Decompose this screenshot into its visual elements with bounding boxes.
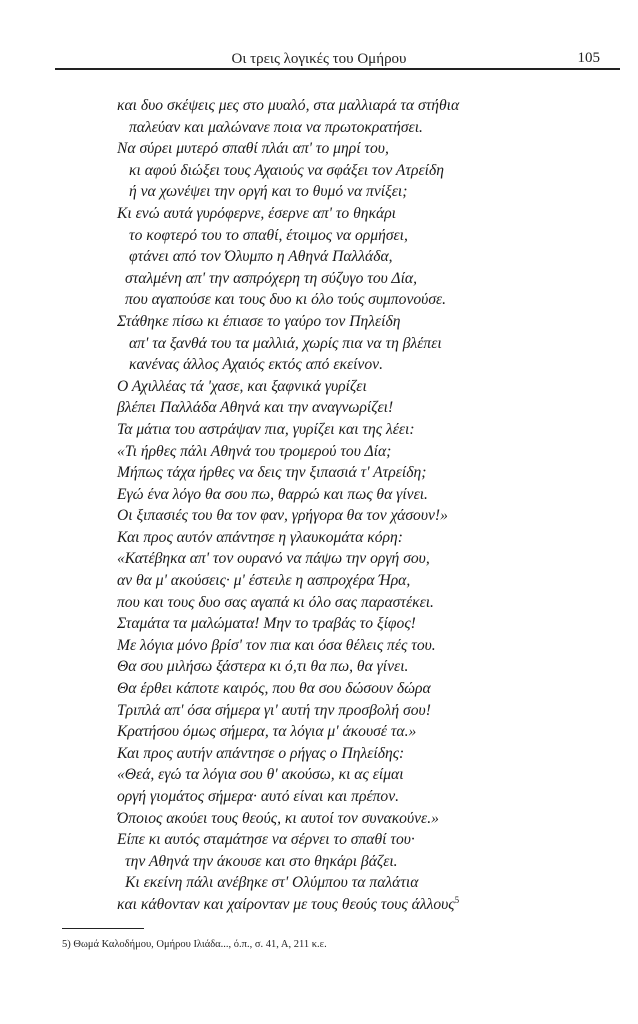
poem-line: Σταμάτα τα μαλώματα! Μην το τραβάς το ξίφος! (117, 615, 416, 633)
poem-line: κι αφού διώξει τους Αχαιούς να σφάξει τον Ατρείδη (129, 161, 444, 179)
poem-line: Εγώ ένα λόγο θα σου πω, θαρρώ και πως θα γίνει. (117, 485, 428, 503)
footnote-marker: 5 (454, 894, 460, 905)
poem-line: το κοφτερό του το σπαθί, έτοιμος να ορμήσει, (129, 226, 408, 244)
poem-line: που αγαπούσε και τους δυο κι όλο τούς συμπονούσε. (125, 291, 447, 309)
poem-line: Μήπως τάχα ήρθες να δεις την ξιπασιά τ' Ατρείδη; (117, 464, 427, 482)
poem-line: Θα έρθει κάποτε καιρός, που θα σου δώσουν δώρα (117, 680, 431, 698)
poem-line: και δυο σκέψεις μες στο μυαλό, στα μαλλιαρά τα στήθια (117, 97, 460, 114)
poem-text (117, 95, 577, 916)
poem-line: Κι εκείνη πάλι ανέβηκε στ' Ολύμπου τα παλάτια (125, 874, 419, 892)
poem-line-last (117, 894, 577, 916)
poem-line: Οι ξιπασιές του θα τον φαν, γρήγορα θα τον χάσουν!» (117, 507, 448, 525)
poem-line: Και προς αυτόν απάντησε η γλαυκομάτα κόρη: (117, 528, 403, 546)
poem-line: που και τους δυο σας αγαπά κι όλο σας παραστέκει. (117, 593, 434, 611)
poem-line: σταλμένη απ' την ασπρόχερη τη σύζυγο του Δία, (125, 269, 417, 287)
poem-line: Όποιος ακούει τους θεούς, κι αυτοί τον συνακούνε.» (117, 809, 439, 827)
poem-line: Με λόγια μόνο βρίσ' τον πια και όσα θέλεις πές του. (117, 636, 436, 654)
poem-line: «Κατέβηκα απ' τον ουρανό να πάψω την οργή σου, (117, 550, 430, 568)
running-header-title: Οι τρεις λογικές του Ομήρου (231, 51, 407, 67)
poem-line: κανένας άλλος Αχαιός εκτός από εκείνον. (129, 356, 383, 374)
poem-line-text: και κάθονταν και χαίρονταν με τους θεούς τους άλλους (117, 895, 455, 913)
poem-line: Τριπλά απ' όσα σήμερα γι' αυτή την προσβολή σου! (117, 701, 431, 719)
poem-line: Κι ενώ αυτά γυρόφερνε, έσερνε απ' το θηκάρι (117, 204, 397, 222)
poem-line: Και προς αυτήν απάντησε ο ρήγας ο Πηλείδης: (117, 744, 405, 762)
poem-line: «Θεά, εγώ τα λόγια σου θ' ακούσω, κι ας είμαι (117, 766, 404, 784)
poem-line: Να σύρει μυτερό σπαθί πλάι απ' το μηρί του, (117, 140, 389, 158)
poem-line: οργή γιομάτος σήμερα· αυτό είναι και πρέπον. (117, 788, 400, 805)
poem-line: Ο Αχιλλέας τά 'χασε, και ξαφνικά γυρίζει (117, 377, 367, 395)
poem-line: Κρατήσου όμως σήμερα, τα λόγια μ' άκουσέ τα.» (117, 723, 417, 741)
poem-line: παλεύαν και μαλώνανε ποια να πρωτοκρατήσει. (129, 118, 423, 136)
poem-line: Τα μάτια του αστράψαν πια, γυρίζει και της λέει: (117, 420, 415, 438)
poem-line: απ' τα ξανθά του τα μαλλιά, χωρίς πια να τη βλέπει (129, 334, 442, 352)
page-number: 105 (577, 50, 600, 66)
poem-line: Είπε κι αυτός σταμάτησε να σέρνει το σπαθί του· (117, 831, 415, 849)
poem-line: Στάθηκε πίσω κι έπιασε το γαύρο τον Πηλείδη (117, 312, 401, 330)
poem-line: ή να χωνέψει την οργή και το θυμό να πνίξει; (129, 183, 408, 201)
poem-line: Θα σου μιλήσω ξάστερα κι ό,τι θα πω, θα γίνει. (117, 658, 409, 676)
poem-line: φτάνει από τον Όλυμπο η Αθηνά Παλλάδα, (129, 248, 393, 266)
poem-line: αν θα μ' ακούσεις· μ' έστειλε η ασπροχέρα Ήρα, (117, 572, 411, 590)
poem-line: «Τι ήρθες πάλι Αθηνά του τρομερού του Δία; (117, 442, 392, 460)
footnote-text: 5) Θωμά Καλοδήμου, Ομήρου Ιλιάδα..., ό.π., σ. 41, Α, 211 κ.ε. (62, 939, 327, 950)
poem-line: την Αθηνά την άκουσε και στο θηκάρι βάζει. (125, 852, 398, 870)
footnote-rule (62, 928, 144, 929)
header-rule (55, 68, 620, 70)
poem-line: βλέπει Παλλάδα Αθηνά και την αναγνωρίζει! (117, 399, 394, 417)
